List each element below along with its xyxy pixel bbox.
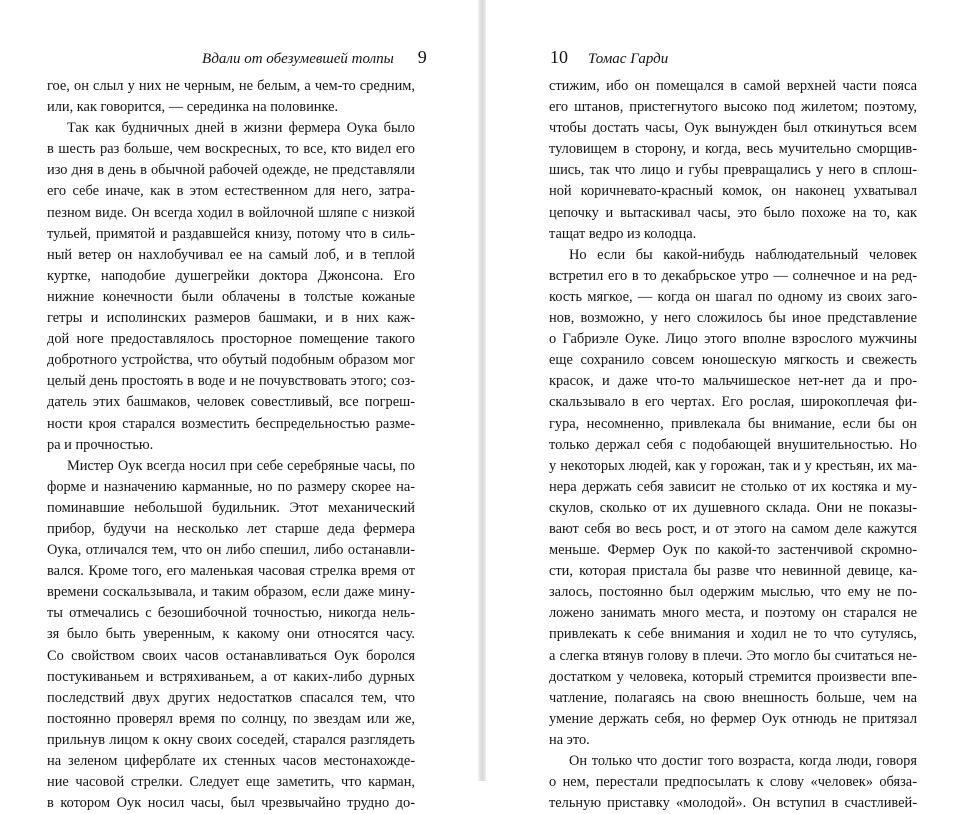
text-line: последствий двух других недостатков спасался тем, что xyxy=(47,689,415,706)
text-line: гое, он слыл у них не черным, не белым, а чем-то средним, xyxy=(47,78,415,94)
text-line: ной коричневато-красный комок, он наконец ухватывал xyxy=(549,183,917,200)
text-line: в котором Оук носил часы, был чрезвычайно трудно до- xyxy=(47,795,415,812)
text-line: гетры и исполинских размеров башмаки, и в них каж- xyxy=(47,310,415,327)
text-line: стижим, ибо он помещался в самой верхней части пояса xyxy=(549,78,917,94)
left-running-header xyxy=(202,47,427,73)
text-line: кость мягкое, — когда он шагал по одному из своих заго- xyxy=(549,288,917,305)
left-page xyxy=(0,0,478,812)
text-line: датель этих башмаков, человек совестливый, все погреш- xyxy=(47,394,415,411)
text-line: сти, которая пристала бы разве что невинной девице, ка- xyxy=(549,563,917,580)
text-line: Мистер Оук всегда носил при себе серебряные часы, по xyxy=(67,457,415,474)
text-line: прильнув лицом к окну своих соседей, старался разглядеть xyxy=(47,731,415,748)
text-line: нера держать себя зависит не столько от их костяка и му- xyxy=(549,478,917,495)
text-line: только держал себя с подобающей внушительностью. Но xyxy=(549,436,917,453)
text-line: а слегка втянув голову в плечи. Это могло бы считаться не- xyxy=(549,647,917,664)
text-line: привлекать к себе внимания и ходил не то что сутулясь, xyxy=(549,626,917,643)
right-header-title: Томас Гарди xyxy=(588,51,669,67)
text-line: поминавшие небольшой будильник. Этот механический xyxy=(47,499,415,516)
left-body-text xyxy=(47,76,415,814)
text-line: у некоторых людей, как у горожан, так и у крестьян, их ма- xyxy=(549,457,917,474)
text-line: нижние конечности были облачены в толстые кожаные xyxy=(47,288,415,305)
text-line: на это. xyxy=(549,731,590,748)
text-line: встретил его в то декабрьское утро — солнечное и на ред- xyxy=(549,267,917,284)
right-running-header xyxy=(550,47,668,73)
text-line: ности кроя старался возместить беспредельностью разме- xyxy=(47,415,415,432)
text-line: о нем, перестали предпосылать к слову «человек» обяза- xyxy=(549,774,917,791)
text-line: Но если бы какой-нибудь наблюдательный человек xyxy=(569,246,917,263)
left-header-title: Вдали от обезумевшей толпы xyxy=(202,51,394,67)
text-line: форме и назначению карманные, но по размеру скорее на- xyxy=(47,478,415,495)
text-line: скулов, сколько от их душевного склада. Они не показы- xyxy=(549,499,917,516)
text-line: скальзывало в его чертах. Его рослая, широкоплечая фи- xyxy=(549,394,917,411)
text-line: ра и прочностью. xyxy=(47,436,154,453)
text-line: дой ноге предоставлялось просторное помещение такого xyxy=(47,331,415,348)
text-line: о Габриэле Оуке. Лицо этого вполне взрослого мужчины xyxy=(549,331,917,348)
text-line: красок, и даже что-то мальчишеское нет-нет да и про- xyxy=(549,373,917,390)
text-line: времени соскальзывала, и таким образом, если даже мину- xyxy=(47,584,415,601)
text-line: пезном виде. Он всегда ходил в войлочной шляпе с низкой xyxy=(47,204,415,221)
text-line: зя было быть уверенным, к какому они относятся часу. xyxy=(47,626,415,643)
text-line: Он только что достиг того возраста, когда люди, говоря xyxy=(569,753,917,769)
left-page-number: 9 xyxy=(417,47,427,67)
text-line: цепочку и вытаскивал часы, это было похоже на то, как xyxy=(549,204,917,221)
text-line: целый день простоять в воде и не почувствовать этого; соз- xyxy=(47,373,415,390)
text-line: ложено занимать много места, и поэтому он старался не xyxy=(549,605,917,622)
text-line: ты отмечались с безошибочной точностью, никогда нель- xyxy=(47,605,415,622)
text-line: тульей, примятой и раздавшейся книзу, потому что в силь- xyxy=(47,225,415,242)
right-page xyxy=(486,0,964,812)
text-line: меньше. Фермер Оук по какой-то застенчивой скромно- xyxy=(549,542,917,559)
text-line: достатком у человека, который стремится произвести впе- xyxy=(549,668,917,685)
text-line: его штанов, пристегнутого высоко под жилетом; поэтому, xyxy=(549,99,917,116)
text-line: шись, так что лицо и губы превращались у него в сплош- xyxy=(549,162,917,179)
text-line: или, как говорится, — серединка на половинке. xyxy=(47,99,339,116)
text-line: на зеленом циферблате их стенных часов местонахожде- xyxy=(47,753,415,769)
text-line: чтобы достать часы, Оук вынужден был откинуться всем xyxy=(549,120,917,137)
text-line: постукиваньем и встряхиваньем, а от каких-либо дурных xyxy=(47,668,415,685)
text-line: ный ветер он нахлобучивал ее на самый лоб, и в теплой xyxy=(47,246,415,263)
text-line: Так как будничных дней в жизни фермера Оука было xyxy=(67,120,415,137)
text-line: залось, постоянно был одержим мыслью, что ему не по- xyxy=(549,584,917,601)
text-line: постоянно проверял время по солнцу, по звездам или же, xyxy=(47,710,415,727)
right-body-text xyxy=(549,76,917,814)
text-line: еще сохранило совсем юношескую мягкость и свежесть xyxy=(549,352,917,369)
text-line: добротного устройства, что обутый подобным образом мог xyxy=(47,352,415,369)
text-line: гура, несомненно, привлекала бы внимание, если бы он xyxy=(549,415,917,432)
book-gutter xyxy=(478,0,486,781)
text-line: умение держать себя, но фермер Оук отнюдь не притязал xyxy=(549,710,917,727)
text-line: ние часовой стрелки. Следует еще заметить, что карман, xyxy=(47,774,415,791)
text-line: в шесть раз больше, чем воскресных, то все, кто видел его xyxy=(47,141,415,158)
text-line: его себе иначе, как в этом естественном для него, затра- xyxy=(47,183,415,200)
text-line: куртке, наподобие душегрейки доктора Джонсона. Его xyxy=(47,267,415,284)
text-line: туловищем в сторону, и когда, весь мучительно сморщив- xyxy=(549,141,917,158)
text-line: тельную приставку «молодой». Он вступил в счастливей- xyxy=(549,795,917,812)
text-line: изо дня в день в обычной рабочей одежде, не представляли xyxy=(47,162,415,179)
text-line: нов, возможно, у него сложилось бы иное представление xyxy=(549,310,917,327)
text-line: чатление, полагаясь на свою внешность больше, чем на xyxy=(549,689,917,706)
text-line: Со свойством своих часов останавливаться Оук боролся xyxy=(47,647,415,664)
text-line: прибор, будучи на несколько лет старше деда фермера xyxy=(47,520,415,537)
text-line: вался. Кроме того, его маленькая часовая стрелка время от xyxy=(47,563,415,580)
text-line: Оука, отличался тем, что он либо спешил, либо останавли- xyxy=(47,542,415,559)
right-page-number: 10 xyxy=(550,47,568,67)
text-line: вают себя во весь рост, и от этого на самом деле кажутся xyxy=(549,520,917,537)
text-line: тащат ведро из колодца. xyxy=(549,225,697,242)
